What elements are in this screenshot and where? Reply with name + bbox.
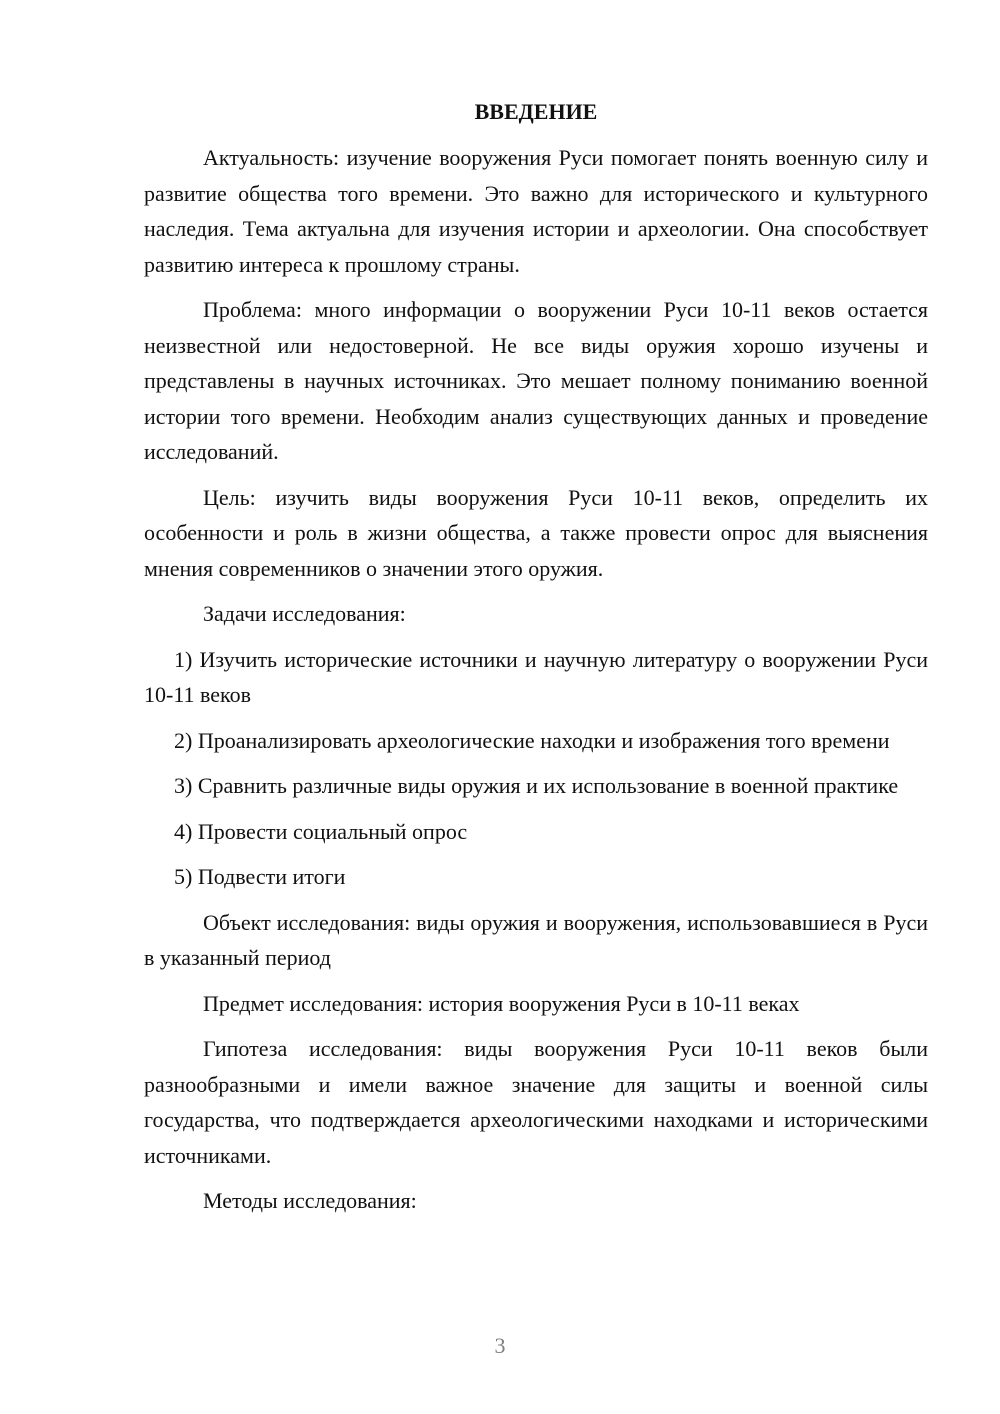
task-item-4: 4) Провести социальный опрос [174, 818, 468, 844]
paragraph-goal: Цель: изучить виды вооружения Руси 10-11 веков, определить их особенности и роль в жизни общества, а также провести опрос для выяснения мнения современников о значении этого оружия. [144, 484, 928, 581]
page-title: ВВЕДЕНИЕ [474, 99, 598, 124]
paragraph-subject: Предмет исследования: история вооружения Руси в 10-11 веках [203, 990, 800, 1016]
page-content [144, 96, 928, 1229]
paragraph-object: Объект исследования: виды оружия и вооружения, использовавшиеся в Руси в указанный период [144, 909, 928, 970]
paragraph-relevance: Актуальность: изучение вооружения Руси помогает понять военную силу и развитие общества того времени. Это важно для исторического и культурного наследия. Тема актуальна для изучения истории и археологии. Она способствует развитию интереса к прошлому страны. [144, 145, 928, 277]
page-number: 3 [494, 1333, 506, 1358]
task-item-3: 3) Сравнить различные виды оружия и их использование в военной практике [174, 773, 899, 798]
task-item-2: 2) Проанализировать археологические находки и изображения того времени [174, 727, 890, 753]
task-item-1: 1) Изучить исторические источники и научную литературу о вооружении Руси 10-11 веков [144, 646, 928, 707]
paragraph-hypothesis: Гипотеза исследования: виды вооружения Руси 10-11 веков были разнообразными и имели важное значение для защиты и военной силы государства, что подтверждается археологическими находками и историческими источниками. [144, 1036, 928, 1168]
task-item-5: 5) Подвести итоги [174, 864, 346, 889]
tasks-heading: Задачи исследования: [203, 601, 406, 626]
paragraph-problem: Проблема: много информации о вооружении Руси 10-11 веков остается неизвестной или недостоверной. Не все виды оружия хорошо изучены и представлены в научных источниках. Это мешает полному пониманию военной истории того времени. Необходим анализ существующих данных и проведение исследований. [144, 297, 928, 464]
methods-heading: Методы исследования: [203, 1188, 417, 1213]
